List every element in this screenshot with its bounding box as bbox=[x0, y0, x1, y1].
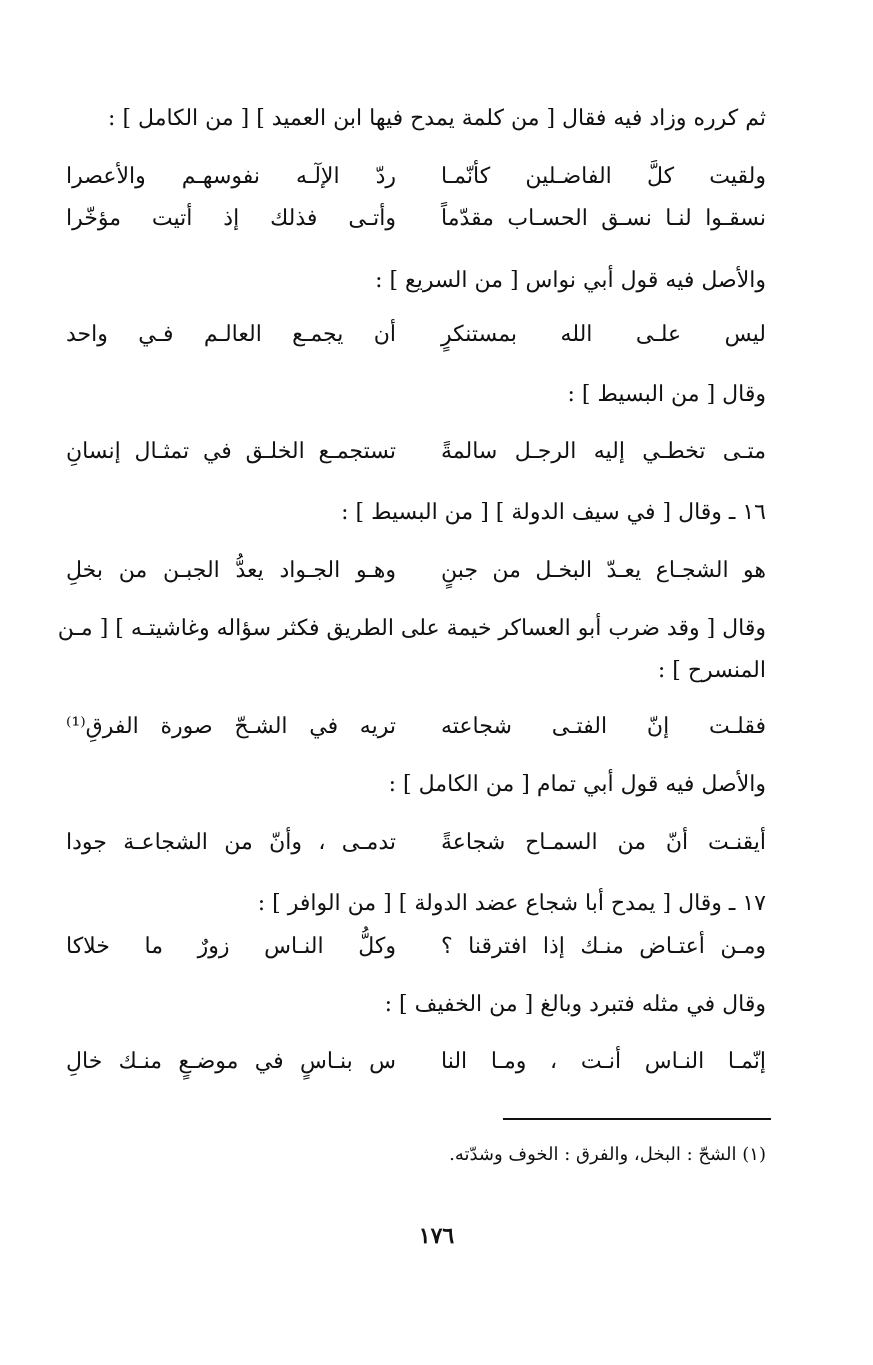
verse-second-hemistich: أن يجمـع العالـم فـي واحد bbox=[66, 322, 396, 347]
verse-second-hemistich: تستجمـع الخلـق في تمثـال إنسانِ bbox=[66, 439, 396, 464]
verse-line bbox=[66, 162, 766, 192]
prose-line: والأصل فيه قول أبي تمام [ من الكامل ] : bbox=[388, 772, 766, 797]
verse-first-hemistich: متـى تخطـي إليه الرجـل سالمةً bbox=[441, 439, 766, 464]
verse-first-hemistich: أيقنـت أنّ من السمـاح شجاعةً bbox=[441, 830, 766, 855]
prose-line: والأصل فيه قول أبي نواس [ من السريع ] : bbox=[375, 268, 766, 293]
verse-second-hemistich: وأتـى فذلك إذ أتيت مؤخّرا bbox=[66, 206, 396, 231]
verse-first-hemistich: ليس علـى الله بمستنكرٍ bbox=[441, 322, 766, 347]
verse-line bbox=[66, 204, 766, 234]
verse-first-hemistich: ولقيت كلَّ الفاضـلين كأنّمـا bbox=[441, 164, 766, 189]
verse-line bbox=[66, 828, 766, 858]
verse-first-hemistich: هو الشجـاع يعـدّ البخـل من جبنٍ bbox=[441, 558, 766, 583]
prose-line: وقال [ من البسيط ] : bbox=[567, 382, 766, 407]
verse-line bbox=[66, 556, 766, 586]
verse-first-hemistich: فقلـت إنّ الفتـى شجاعته bbox=[441, 714, 766, 739]
verse-second-hemistich: تدمـى ، وأنّ من الشجاعـة جودا bbox=[66, 830, 396, 855]
footnote-rule bbox=[503, 1118, 771, 1120]
prose-line: المنسرح ] : bbox=[657, 658, 766, 683]
verse-second-hemistich: وهـو الجـواد يعدُّ الجبـن من بخلِ bbox=[66, 558, 396, 583]
verse-second-hemistich: ردّ الإلٓـه نفوسهـم والأعصرا bbox=[66, 164, 396, 189]
verse-first-hemistich: نسقـوا لنـا نسـق الحسـاب مقدّماً bbox=[441, 206, 766, 231]
verse-line bbox=[66, 320, 766, 350]
verse-second-hemistich: تريه في الشـحّ صورة الفرقِ⁽¹⁾ bbox=[66, 714, 396, 739]
verse-line bbox=[66, 1047, 766, 1077]
prose-line: وقال [ وقد ضرب أبو العساكر خيمة على الطريق فكثر سؤاله وغاشيتـه ] [ مـن bbox=[57, 616, 766, 641]
verse-first-hemistich: ومـن أعتـاض منـك إذا افترقنا ؟ bbox=[441, 934, 766, 959]
verse-first-hemistich: إنّمـا النـاس أنـت ، ومـا النا bbox=[441, 1049, 766, 1074]
prose-line: وقال في مثله فتبرد وبالغ [ من الخفيف ] : bbox=[384, 992, 766, 1017]
page-number: ١٧٦ bbox=[418, 1223, 455, 1249]
verse-line bbox=[66, 437, 766, 467]
prose-line: ثم كرره وزاد فيه فقال [ من كلمة يمدح فيها ابن العميد ] [ من الكامل ] : bbox=[108, 106, 766, 131]
footnote: (١) الشحّ : البخل، والفرق : الخوف وشدّته. bbox=[449, 1144, 766, 1165]
verse-line bbox=[66, 932, 766, 962]
verse-second-hemistich: س بنـاسٍ في موضـعٍ منـك خالِ bbox=[66, 1049, 396, 1074]
verse-line bbox=[66, 712, 766, 742]
prose-line: ١٦ ـ وقال [ في سيف الدولة ] [ من البسيط ] : bbox=[341, 500, 766, 525]
verse-second-hemistich: وكلُّ النـاس زورٌ ما خلاكا bbox=[66, 934, 396, 959]
prose-line: ١٧ ـ وقال [ يمدح أبا شجاع عضد الدولة ] [ من الوافر ] : bbox=[257, 891, 766, 916]
